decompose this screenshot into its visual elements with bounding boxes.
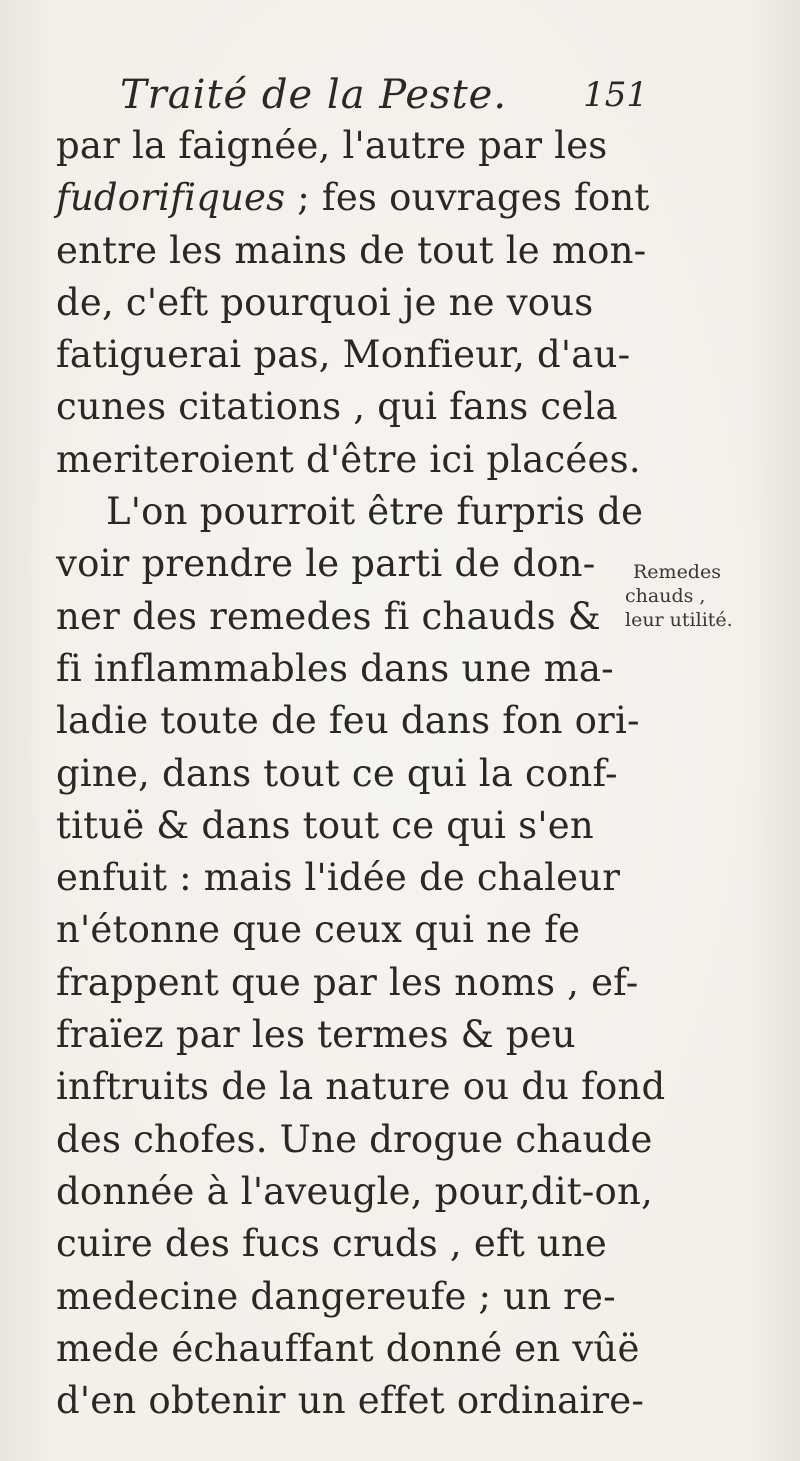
text-line: medecine dangereufe ; un re- — [56, 1274, 616, 1318]
text-line: donnée à l'aveugle, pour,dit-on, — [56, 1169, 653, 1213]
text-line: entre les mains de tout le mon- — [56, 228, 647, 272]
text-line — [56, 172, 650, 224]
text-line: ner des remedes fi chauds & — [56, 594, 601, 638]
text-fragment: ; fes ouvrages font — [285, 176, 650, 220]
running-head-title: Traité de la Peste. — [120, 72, 508, 118]
text-line: voir prendre le parti de don- — [56, 542, 596, 586]
text-line: de, c'eft pourquoi je ne vous — [56, 280, 594, 324]
margin-note-line: leur utilité. — [625, 609, 733, 631]
margin-note-line: chauds , — [625, 585, 706, 607]
margin-note-line: Remedes — [633, 561, 721, 583]
text-line: cunes citations , qui fans cela — [56, 385, 618, 429]
text-line: fi inflammables dans une ma- — [56, 646, 614, 690]
text-line: meriteroient d'être ici placées. — [56, 437, 641, 481]
text-line: ladie toute de feu dans fon ori- — [56, 699, 640, 743]
text-line: fraïez par les termes & peu — [56, 1013, 576, 1057]
italic-term: fudorifiques — [56, 176, 286, 220]
text-line: n'étonne que ceux qui ne fe — [56, 908, 581, 952]
running-head — [120, 70, 648, 120]
text-line: des chofes. Une drogue chaude — [56, 1117, 653, 1161]
text-line: par la faignée, l'autre par les — [56, 124, 608, 167]
text-line: enfuit : mais l'idée de chaleur — [56, 856, 621, 900]
text-line: d'en obtenir un effet ordinaire- — [56, 1379, 645, 1423]
page-number: 151 — [583, 75, 648, 115]
body-text — [56, 120, 666, 1427]
text-line: frappent que par les noms , ef- — [56, 960, 639, 1004]
margin-note — [625, 560, 795, 632]
text-line: tituë & dans tout ce qui s'en — [56, 803, 594, 847]
text-line: cuire des fucs cruds , eft une — [56, 1222, 608, 1266]
text-line: fatiguerai pas, Monfieur, d'au- — [56, 333, 631, 377]
text-line: inftruits de la nature ou du fond — [56, 1065, 666, 1109]
text-line: gine, dans tout ce qui la conf- — [56, 751, 618, 795]
paragraph-start-line: L'on pourroit être furpris de — [106, 490, 644, 534]
text-line: mede échauffant donné en vûë — [56, 1326, 640, 1370]
